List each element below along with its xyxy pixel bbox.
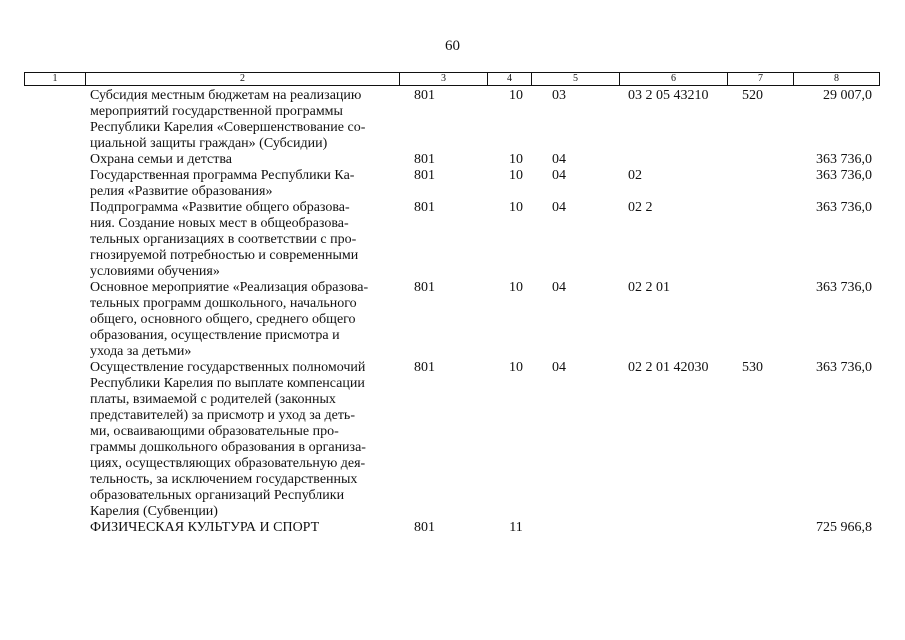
row-name: Государственная программа Республики Ка- релия «Развитие образования» [90,168,355,199]
row-ministry-code: 801 [414,280,435,295]
row-section-code: 10 [509,152,523,167]
row-name: Осуществление государственных полномочий Республики Карелия по выплате компенсации платы, взимаемой с родителей (законных представителей) за присмотр и уход за деть- ми, осваивающими образовательные про- граммы дошкольного образования в организа- циях, осуществляющих образовательную дея- тельность, за исключением государственных образовательных организаций Республики Карелия (Субвенции) [90,360,366,519]
row-subsection-code: 04 [552,152,566,167]
row-name: Субсидия местным бюджетам на реализацию мероприятий государственной программы Республики Карелия «Совершенствование со- циальной защиты граждан» (Субсидии) [90,88,366,151]
row-target-code: 03 2 05 43210 [628,88,709,103]
row-ministry-code: 801 [414,152,435,167]
table-row [24,152,880,168]
row-section-code: 10 [509,88,523,103]
row-amount: 363 736,0 [816,280,872,295]
header-col-8: 8 [793,73,879,85]
header-col-1: 1 [52,73,58,84]
row-ministry-code: 801 [414,88,435,103]
header-col-3: 3 [399,73,487,85]
row-name: Охрана семьи и детства [90,152,232,167]
header-col-6: 6 [619,73,727,85]
table-row [24,520,880,536]
row-ministry-code: 801 [414,520,435,535]
row-name: Подпрограмма «Развитие общего образова- ния. Создание новых мест в общеобразова- тельных организациях в соответствии с про- гнозируемой потребностью и современными условиями обучения» [90,200,359,279]
row-name: ФИЗИЧЕСКАЯ КУЛЬТУРА И СПОРТ [90,520,320,535]
row-target-code: 02 2 01 [628,280,670,295]
row-amount: 725 966,8 [816,520,872,535]
header-col-2: 2 [85,73,399,85]
row-section-code: 10 [509,280,523,295]
table-row [24,360,880,520]
header-col-5: 5 [531,73,619,85]
row-subsection-code: 04 [552,360,566,375]
row-target-code: 02 [628,168,642,183]
table-header [24,72,880,86]
page-number: 60 [445,38,460,54]
row-amount: 29 007,0 [823,88,872,103]
row-target-code: 02 2 [628,200,653,215]
row-subsection-code: 04 [552,200,566,215]
row-subsection-code: 03 [552,88,566,103]
row-name: Основное мероприятие «Реализация образова- тельных программ дошкольного, начального общего, основного общего, среднего общего образования, осуществление присмотра и ухода за детьми» [90,280,369,359]
row-amount: 363 736,0 [816,360,872,375]
table-row [24,168,880,200]
row-amount: 363 736,0 [816,152,872,167]
table-row [24,280,880,360]
row-ministry-code: 801 [414,200,435,215]
row-section-code: 10 [509,200,523,215]
table-row [24,88,880,152]
row-expense-type: 530 [742,360,763,375]
row-target-code: 02 2 01 42030 [628,360,709,375]
table-row [24,200,880,280]
row-section-code: 11 [509,520,523,535]
header-col-4: 4 [487,73,531,85]
table-body [24,88,880,536]
row-ministry-code: 801 [414,360,435,375]
row-section-code: 10 [509,360,523,375]
row-amount: 363 736,0 [816,200,872,215]
header-col-7: 7 [727,73,793,85]
row-amount: 363 736,0 [816,168,872,183]
row-expense-type: 520 [742,88,763,103]
row-subsection-code: 04 [552,280,566,295]
row-section-code: 10 [509,168,523,183]
row-ministry-code: 801 [414,168,435,183]
row-subsection-code: 04 [552,168,566,183]
